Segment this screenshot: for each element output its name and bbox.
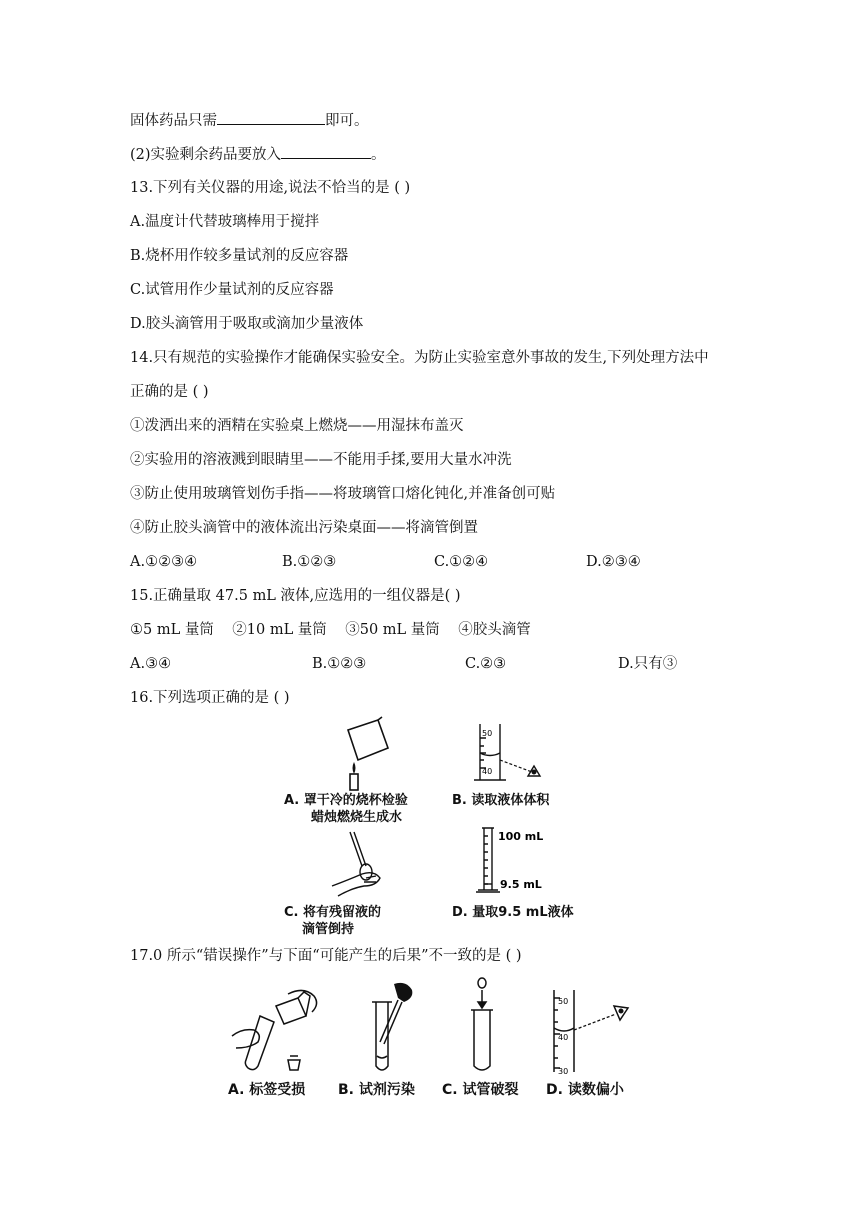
q16-b-tick-50: 50 (482, 729, 493, 738)
q16-figure-c (322, 826, 402, 900)
q13-option-a: A.温度计代替玻璃棒用于搅拌 (130, 214, 320, 230)
granule-icon (478, 978, 486, 988)
test-tube-icon (471, 1010, 493, 1070)
q13-stem: 13.下列有关仪器的用途,说法不恰当的是 ( ) (130, 180, 411, 196)
q17-caption-a: A. 标签受损 (228, 1082, 306, 1098)
q15-option-c: C.②③ (465, 656, 507, 672)
q13-option-b: B.烧杯用作较多量试剂的反应容器 (130, 248, 349, 264)
stopper-icon (288, 1056, 300, 1070)
q16-d-label-100ml: 100 mL (498, 830, 544, 843)
q17-figure-b (354, 980, 424, 1076)
q12-line2 (130, 144, 386, 165)
hand-icon (232, 990, 317, 1048)
q14-item-2: ②实验用的溶液溅到眼睛里——不能用手揉,要用大量水冲洗 (130, 452, 512, 468)
hand-icon (332, 873, 380, 896)
q13-option-c: C.试管用作少量试剂的反应容器 (130, 282, 334, 298)
q16-figure-a (330, 712, 430, 792)
q12-blank-2[interactable] (281, 144, 371, 159)
q17-figure-a (228, 986, 328, 1076)
q15-stem: 15.正确量取 47.5 mL 液体,应选用的一组仪器是( ) (130, 588, 461, 604)
q16-stem: 16.下列选项正确的是 ( ) (130, 690, 290, 706)
q17-caption-b: B. 试剂污染 (338, 1082, 415, 1098)
q12-line1-prefix: 固体药品只需 (130, 113, 217, 129)
q17-stem: 17.0 所示“错误操作”与下面“可能产生的后果”不一致的是 ( ) (130, 948, 522, 964)
q16-b-tick-40: 40 (482, 767, 493, 776)
q15-option-a: A.③④ (130, 656, 172, 672)
test-tube-icon (245, 1016, 274, 1070)
candle-icon (350, 762, 358, 790)
q14-item-4: ④防止胶头滴管中的液体流出污染桌面——将滴管倒置 (130, 520, 478, 536)
eye-icon (614, 1006, 628, 1020)
q14-option-c: C.①②④ (434, 554, 489, 570)
q15-option-d: D.只有③ (618, 656, 678, 672)
q12-line2-suffix: 。 (371, 147, 386, 163)
q14-option-a: A.①②③④ (130, 554, 198, 570)
reagent-bottle-icon (276, 992, 310, 1024)
q14-item-1: ①泼洒出来的酒精在实验桌上燃烧——用湿抹布盖灭 (130, 418, 464, 434)
q12-line1 (130, 110, 369, 131)
q14-stem-line1: 14.只有规范的实验操作才能确保实验安全。为防止实验室意外事故的发生,下列处理方法中 (130, 350, 709, 366)
q17-figure-d (544, 986, 644, 1076)
q14-option-d: D.②③④ (586, 554, 641, 570)
q16-caption-b: B. 读取液体体积 (452, 793, 550, 808)
q16-d-label-9-5ml: 9.5 mL (500, 878, 542, 891)
q17-d-tick-40: 40 (558, 1033, 569, 1042)
q17-d-tick-50: 50 (558, 997, 569, 1006)
q16-caption-c-line1: C. 将有残留液的 (284, 905, 382, 920)
sight-line (500, 760, 532, 772)
q17-caption-c: C. 试管破裂 (442, 1082, 519, 1098)
down-arrow-icon (478, 990, 486, 1008)
q12-line1-suffix: 即可。 (325, 113, 369, 129)
sight-line (574, 1014, 616, 1030)
q16-figure-d (474, 826, 584, 898)
inverted-beaker-icon (348, 717, 388, 760)
q16-caption-a-line1: A. 罩干冷的烧杯检验 (284, 793, 408, 808)
graduated-cylinder-100ml-icon (476, 828, 500, 892)
q15-items: ①5 mL 量筒 ②10 mL 量筒 ③50 mL 量筒 ④胶头滴管 (130, 622, 531, 638)
q14-stem-line2: 正确的是 ( ) (130, 384, 209, 400)
q13-option-d: D.胶头滴管用于吸取或滴加少量液体 (130, 316, 364, 332)
q15-option-b: B.①②③ (312, 656, 367, 672)
q12-line2-prefix: (2)实验剩余药品要放入 (130, 147, 282, 163)
q14-item-3: ③防止使用玻璃管划伤手指——将玻璃管口熔化钝化,并准备创可贴 (130, 486, 556, 502)
q17-caption-d: D. 读数偏小 (546, 1082, 624, 1098)
q16-caption-c-line2: 滴管倒持 (302, 922, 355, 937)
dropper-icon (380, 1000, 402, 1044)
q14-option-b: B.①②③ (282, 554, 337, 570)
rubber-bulb-icon (394, 983, 412, 1002)
q17-figure-c (462, 976, 502, 1076)
q12-blank-1[interactable] (217, 110, 325, 125)
q16-caption-a-line2: 蜡烛燃烧生成水 (311, 810, 403, 825)
q16-figure-b (470, 720, 550, 784)
q17-d-tick-30: 30 (558, 1067, 569, 1076)
q16-caption-d: D. 量取9.5 mL液体 (452, 905, 574, 920)
